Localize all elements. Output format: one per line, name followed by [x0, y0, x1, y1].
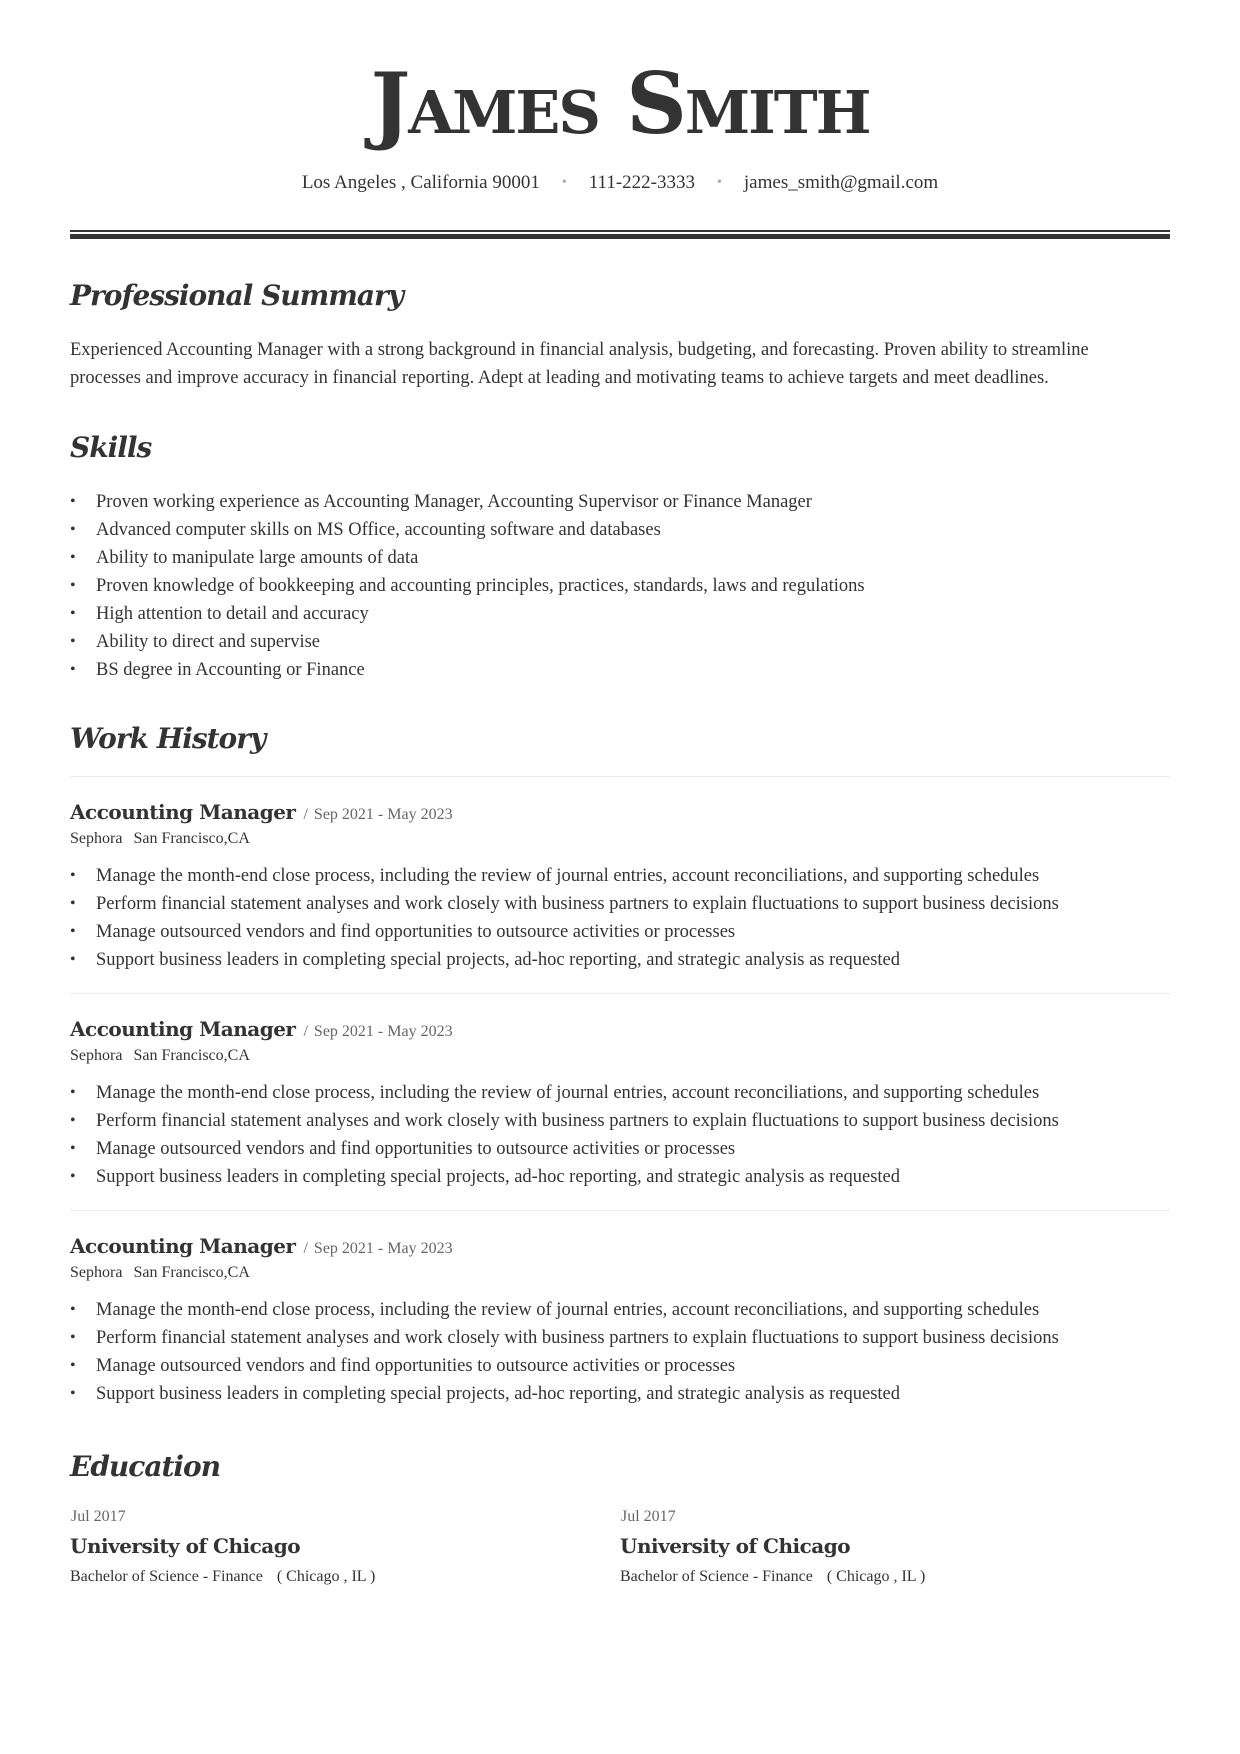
job-company-line: [70, 1048, 250, 1064]
job-company: Sephora: [70, 1264, 123, 1281]
job-bullet: • Support business leaders in completing special projects, ad-hoc reporting, and strategic analysis as requested: [70, 1380, 1170, 1408]
job-bullet: • Manage the month-end close process, including the review of journal entries, account reconciliations, and supporting schedules: [70, 1296, 1170, 1324]
education-degree: Bachelor of Science - Finance: [620, 1568, 813, 1585]
summary-text: [70, 336, 1170, 392]
section-heading-skills: Skills: [70, 431, 152, 464]
job-dates: Sep 2021 - May 2023: [313, 806, 453, 823]
job-bullet: • Perform financial statement analyses and work closely with business partners to explain fluctuations to support business decisions: [70, 1107, 1170, 1135]
section-heading-summary: Professional Summary: [70, 279, 404, 312]
job-slash: /: [303, 1023, 308, 1040]
education-degree: Bachelor of Science - Finance: [70, 1568, 263, 1585]
candidate-name: James Smith: [370, 54, 870, 153]
job-divider: [70, 776, 1170, 777]
section-heading-work-history: Work History: [70, 722, 266, 755]
contact-line: [70, 172, 1170, 194]
job-bullet: • Manage outsourced vendors and find opportunities to outsource activities or processes: [70, 1352, 1170, 1380]
education-degree-line: [70, 1568, 375, 1586]
skill-item: • BS degree in Accounting or Finance: [70, 656, 1170, 684]
skill-item: • Ability to direct and supervise: [70, 628, 1170, 656]
separator-dot-icon: •: [716, 175, 722, 190]
job-bullet: • Manage the month-end close process, including the review of journal entries, account reconciliations, and supporting schedules: [70, 1079, 1170, 1107]
job-bullet: • Support business leaders in completing special projects, ad-hoc reporting, and strategic analysis as requested: [70, 946, 1170, 974]
job-company: Sephora: [70, 830, 123, 847]
job-bullet: • Perform financial statement analyses and work closely with business partners to explain fluctuations to support business decisions: [70, 1324, 1170, 1352]
job-slash: /: [303, 1240, 308, 1257]
job-company-line: [70, 1265, 250, 1281]
contact-location: Los Angeles , California 90001: [301, 172, 540, 193]
header-rule-thin: [70, 230, 1170, 232]
education-degree-line: [620, 1568, 925, 1586]
skill-item: • Proven knowledge of bookkeeping and accounting principles, practices, standards, laws and regulations: [70, 572, 1170, 600]
skill-item: • Advanced computer skills on MS Office, accounting software and databases: [70, 516, 1170, 544]
contact-email[interactable]: james_smith@gmail.com: [743, 172, 939, 193]
job-title: Accounting Manager: [70, 1234, 296, 1258]
skill-item: • High attention to detail and accuracy: [70, 600, 1170, 628]
job-slash: /: [303, 806, 308, 823]
job-title: Accounting Manager: [70, 800, 296, 824]
skills-list: [70, 488, 1170, 684]
job-company-line: [70, 831, 250, 847]
job-header: [70, 1236, 453, 1257]
job-bullet: • Manage the month-end close process, including the review of journal entries, account reconciliations, and supporting schedules: [70, 862, 1170, 890]
job-divider: [70, 993, 1170, 994]
job-title: Accounting Manager: [70, 1017, 296, 1041]
job-bullets: [70, 862, 1170, 974]
skill-item: • Ability to manipulate large amounts of data: [70, 544, 1170, 572]
header-rule-thick: [70, 234, 1170, 239]
job-bullet: • Manage outsourced vendors and find opportunities to outsource activities or processes: [70, 1135, 1170, 1163]
job-bullet: • Manage outsourced vendors and find opportunities to outsource activities or processes: [70, 918, 1170, 946]
summary-line: processes and improve accuracy in financial reporting. Adept at leading and motivating teams to achieve targets and meet deadlines.: [70, 368, 1049, 388]
job-bullet: • Support business leaders in completing special projects, ad-hoc reporting, and strategic analysis as requested: [70, 1163, 1170, 1191]
job-bullet: • Perform financial statement analyses and work closely with business partners to explain fluctuations to support business decisions: [70, 890, 1170, 918]
job-dates: Sep 2021 - May 2023: [313, 1023, 453, 1040]
education-school: University of Chicago: [620, 1534, 851, 1558]
separator-dot-icon: •: [561, 175, 567, 190]
contact-phone: 111-222-3333: [588, 172, 695, 193]
job-location: San Francisco,CA: [133, 1264, 250, 1281]
job-divider: [70, 1210, 1170, 1211]
education-school: University of Chicago: [70, 1534, 301, 1558]
skill-item: • Proven working experience as Accounting Manager, Accounting Supervisor or Finance Manager: [70, 488, 1170, 516]
job-header: [70, 1019, 453, 1040]
education-location: ( Chicago , IL ): [276, 1568, 376, 1585]
section-heading-education: Education: [70, 1450, 221, 1483]
job-header: [70, 802, 453, 823]
education-date: Jul 2017: [71, 1508, 126, 1525]
job-location: San Francisco,CA: [133, 1047, 250, 1064]
education-date: Jul 2017: [621, 1508, 676, 1525]
job-bullets: [70, 1296, 1170, 1408]
job-company: Sephora: [70, 1047, 123, 1064]
job-bullets: [70, 1079, 1170, 1191]
education-location: ( Chicago , IL ): [826, 1568, 926, 1585]
summary-line: Experienced Accounting Manager with a strong background in financial analysis, budgeting, and forecasting. Proven ability to streamline: [70, 340, 1089, 360]
job-location: San Francisco,CA: [133, 830, 250, 847]
job-dates: Sep 2021 - May 2023: [313, 1240, 453, 1257]
